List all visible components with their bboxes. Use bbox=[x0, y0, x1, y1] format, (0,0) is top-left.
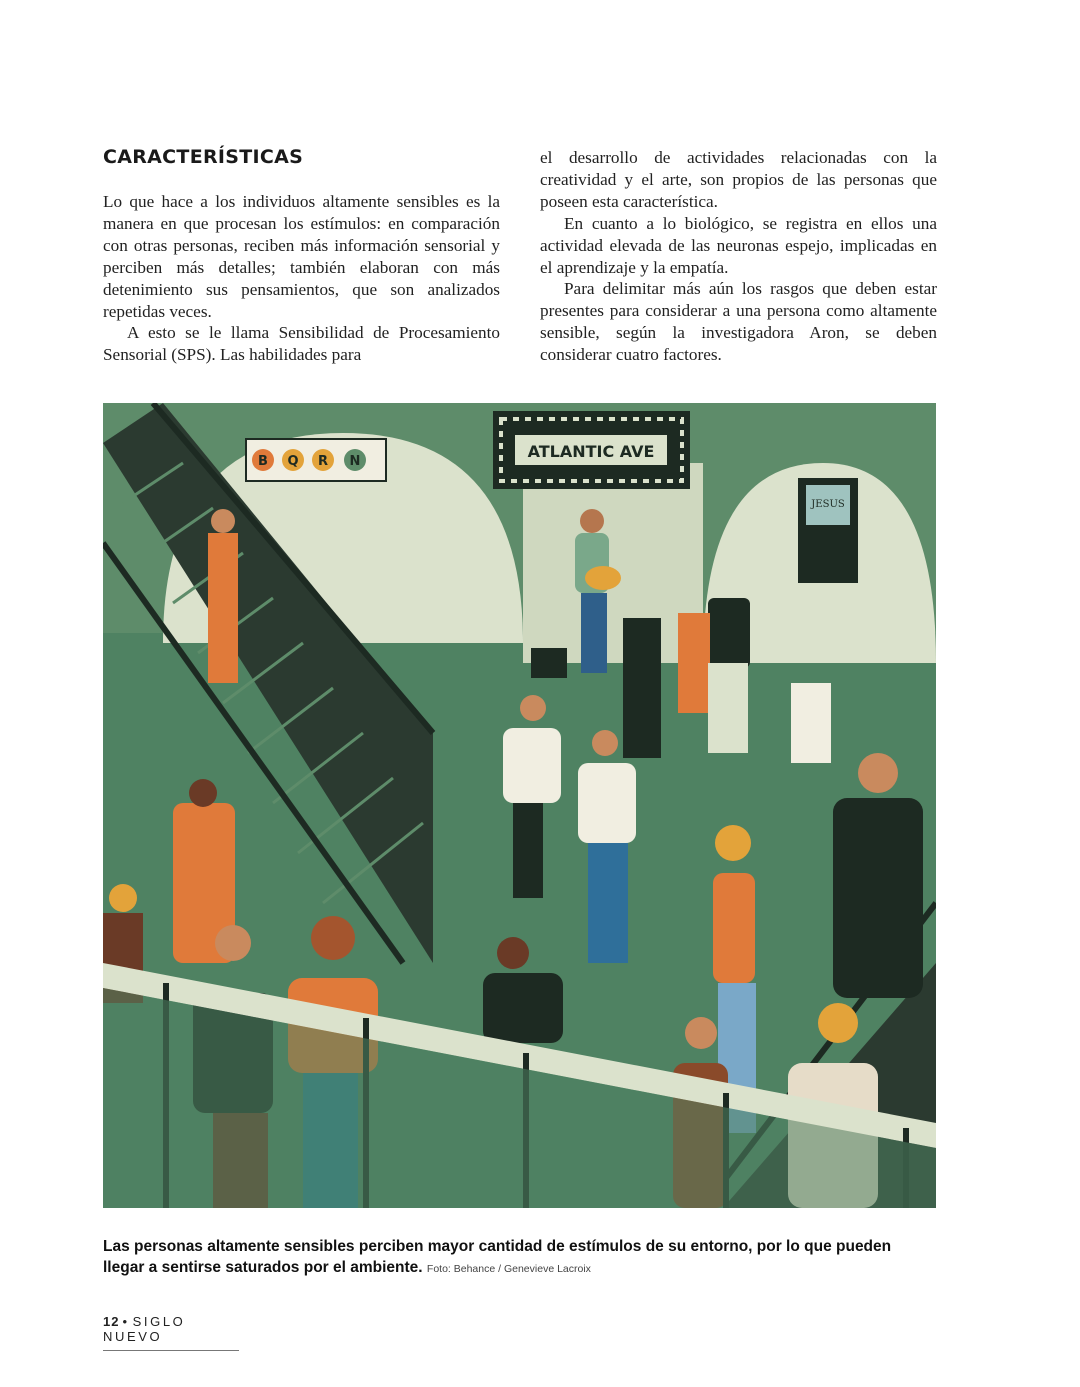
section-heading: CARACTERÍSTICAS bbox=[103, 146, 304, 168]
paragraph: A esto se le llama Sensibilidad de Procesamiento Sensorial (SPS). Las habilidades para bbox=[103, 323, 500, 365]
magazine-name: SIGLO NUEVO bbox=[103, 1314, 186, 1344]
line-b: B bbox=[258, 454, 268, 469]
footer-separator: • bbox=[122, 1314, 130, 1329]
station-sign bbox=[493, 411, 690, 489]
paragraph: el desarrollo de actividades relacionadas con la creatividad y el arte, son propios de las personas que poseen esta característica. bbox=[540, 148, 937, 211]
trash-can bbox=[708, 598, 750, 668]
left-column bbox=[103, 191, 500, 366]
line-q: Q bbox=[287, 454, 299, 469]
poster-stand bbox=[798, 478, 858, 583]
amplifier bbox=[531, 648, 567, 678]
page-footer bbox=[103, 1314, 239, 1351]
right-column bbox=[540, 147, 937, 366]
line-n: N bbox=[349, 454, 361, 469]
paragraph: Para delimitar más aún los rasgos que deben estar presentes para considerar a una persona como altamente sensible, según la investigadora Aron, se deben considerar cuatro factores. bbox=[540, 279, 937, 365]
photo-credit: Foto: Behance / Genevieve Lacroix bbox=[426, 1263, 591, 1275]
caption-text: Las personas altamente sensibles perciben mayor cantidad de estímulos de su entorno, por lo que pueden llegar a sentirse saturados por el ambiente. bbox=[103, 1238, 892, 1276]
paragraph: En cuanto a lo biológico, se registra en ellos una actividad elevada de las neuronas espejo, implicadas en el aprendizaje y la empatía. bbox=[540, 213, 937, 277]
page-number: 12 bbox=[103, 1314, 120, 1329]
figure-caption bbox=[103, 1236, 933, 1280]
train-lines-sign bbox=[246, 439, 386, 481]
paragraph: Lo que hace a los individuos altamente sensibles es la manera en que procesan los estímulos: en comparación con otras personas, reciben más información sensorial y perciben más detalles; también elaboran con más detenimiento sus pensamientos, que son analizados repetidas veces. bbox=[103, 192, 500, 321]
station-sign-text: ATLANTIC AVE bbox=[527, 442, 655, 461]
poster-text: JESUS bbox=[811, 499, 845, 510]
subway-illustration bbox=[103, 403, 936, 1208]
line-r: R bbox=[317, 454, 329, 469]
